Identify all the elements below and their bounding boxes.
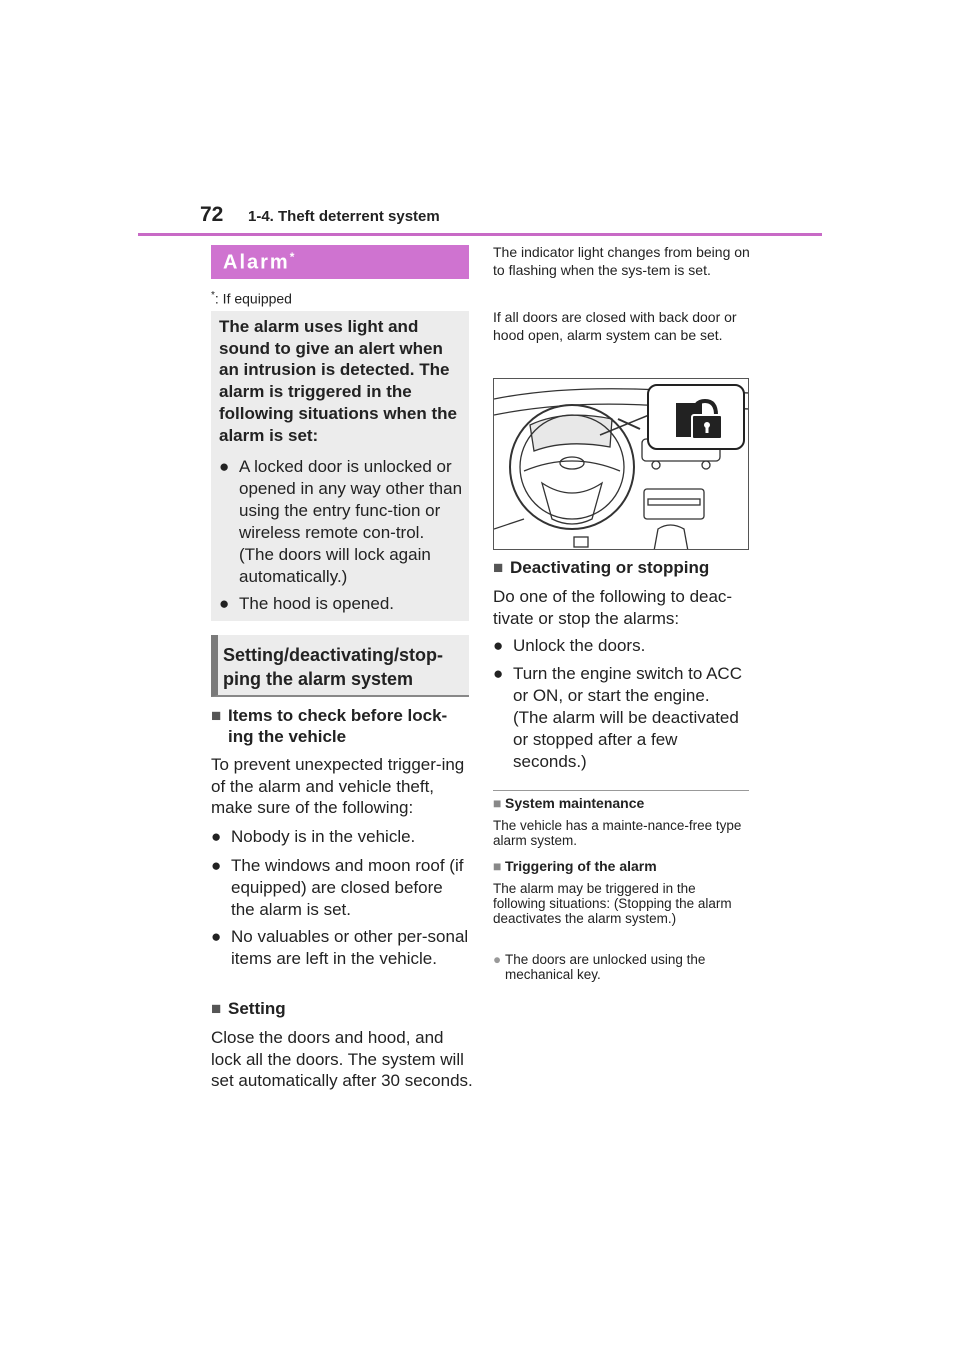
header-rule — [138, 233, 822, 236]
deactivating-bullet — [493, 663, 749, 773]
items-heading-text: Items to check before lock-ing the vehicle — [228, 706, 448, 746]
footnote — [211, 290, 292, 307]
maintenance-paragraph: The vehicle has a mainte-nance-free type alarm system. — [493, 818, 742, 848]
items-bullet — [211, 855, 469, 921]
items-bullet — [211, 926, 469, 970]
bullet-icon: ● — [211, 856, 222, 875]
intro-bullet-text: The hood is opened. — [239, 594, 395, 613]
bullet-icon: ● — [493, 664, 504, 683]
bullet-icon: ● — [211, 827, 222, 846]
security-indicator-icon — [676, 401, 722, 439]
alarm-asterisk: * — [289, 250, 295, 264]
items-bullet-text: Nobody is in the vehicle. — [231, 827, 416, 846]
items-bullet-text: No valuables or other per-sonal items are left in the vehicle. — [231, 927, 469, 968]
indicator-note: The indicator light changes from being on to flashing when the sys-tem is set. — [493, 244, 750, 278]
door-note: If all doors are closed with back door or hood open, alarm system can be set. — [493, 309, 737, 343]
setting-sub-heading — [211, 998, 469, 1019]
items-bullet — [211, 826, 469, 848]
setting-sub-heading-text: Setting — [228, 999, 286, 1018]
alarm-heading-text: Alarm — [223, 251, 290, 274]
deactivating-bullet-text: Turn the engine switch to ACC or ON, or start the engine. (The alarm will be deactivated or stopped after a few seconds.) — [513, 664, 742, 771]
bullet-icon: ● — [211, 927, 222, 946]
deactivating-bullet-text: Unlock the doors. — [513, 636, 646, 655]
bullet-icon: ● — [219, 594, 230, 613]
triggering-heading — [493, 858, 749, 875]
footnote-text: : If equipped — [214, 290, 292, 307]
square-icon: ■ — [493, 795, 502, 811]
section-title: 1-4. Theft deterrent system — [248, 208, 440, 225]
dashboard-illustration — [493, 378, 749, 550]
intro-bullet-text: A locked door is unlocked or opened in any way other than using the entry func-tion or wireless remote con-trol. (The doors will lock again automatically.) — [239, 457, 463, 586]
intro-bullet — [219, 456, 463, 588]
triggering-heading-text: Triggering of the alarm — [505, 858, 657, 874]
items-paragraph: To prevent unexpected trigger-ing of the alarm and vehicle theft, make sure of the following: — [211, 755, 465, 817]
intro-bullet — [219, 593, 463, 615]
intro-text: The alarm uses light and sound to give an alert when an intrusion is detected. The alarm is triggered in the following situations when the alarm is set: — [219, 317, 457, 445]
triggering-bullet-text: The doors are unlocked using the mechanical key. — [505, 952, 706, 982]
footnote-mark: * — [211, 290, 215, 301]
bullet-icon: ● — [219, 457, 230, 476]
dashboard-drawing — [494, 379, 749, 550]
notes-divider — [493, 790, 749, 791]
setting-heading: Setting/deactivating/stop-ping the alarm system — [223, 645, 444, 689]
deactivating-heading — [493, 557, 749, 578]
triggering-bullet — [493, 952, 749, 982]
maintenance-heading — [493, 795, 749, 812]
deactivating-bullet — [493, 635, 749, 657]
bullet-icon: ● — [493, 636, 504, 655]
bullet-icon: ● — [493, 952, 502, 967]
page-number: 72 — [200, 203, 224, 226]
alarm-heading — [223, 250, 294, 275]
deactivating-paragraph: Do one of the following to deac-tivate or stop the alarms: — [493, 587, 733, 628]
items-heading — [211, 705, 469, 747]
square-icon: ■ — [211, 999, 222, 1018]
maintenance-heading-text: System maintenance — [505, 795, 645, 811]
square-icon: ■ — [211, 706, 222, 725]
items-bullet-text: The windows and moon roof (if equipped) are closed before the alarm is set. — [231, 856, 464, 919]
square-icon: ■ — [493, 858, 502, 874]
triggering-paragraph: The alarm may be triggered in the following situations: (Stopping the alarm deactivates the alarm system.) — [493, 881, 732, 926]
setting-paragraph: Close the doors and hood, and lock all the doors. The system will set automatically after 30 seconds. — [211, 1028, 473, 1090]
deactivating-heading-text: Deactivating or stopping — [510, 558, 710, 577]
square-icon: ■ — [493, 558, 504, 577]
